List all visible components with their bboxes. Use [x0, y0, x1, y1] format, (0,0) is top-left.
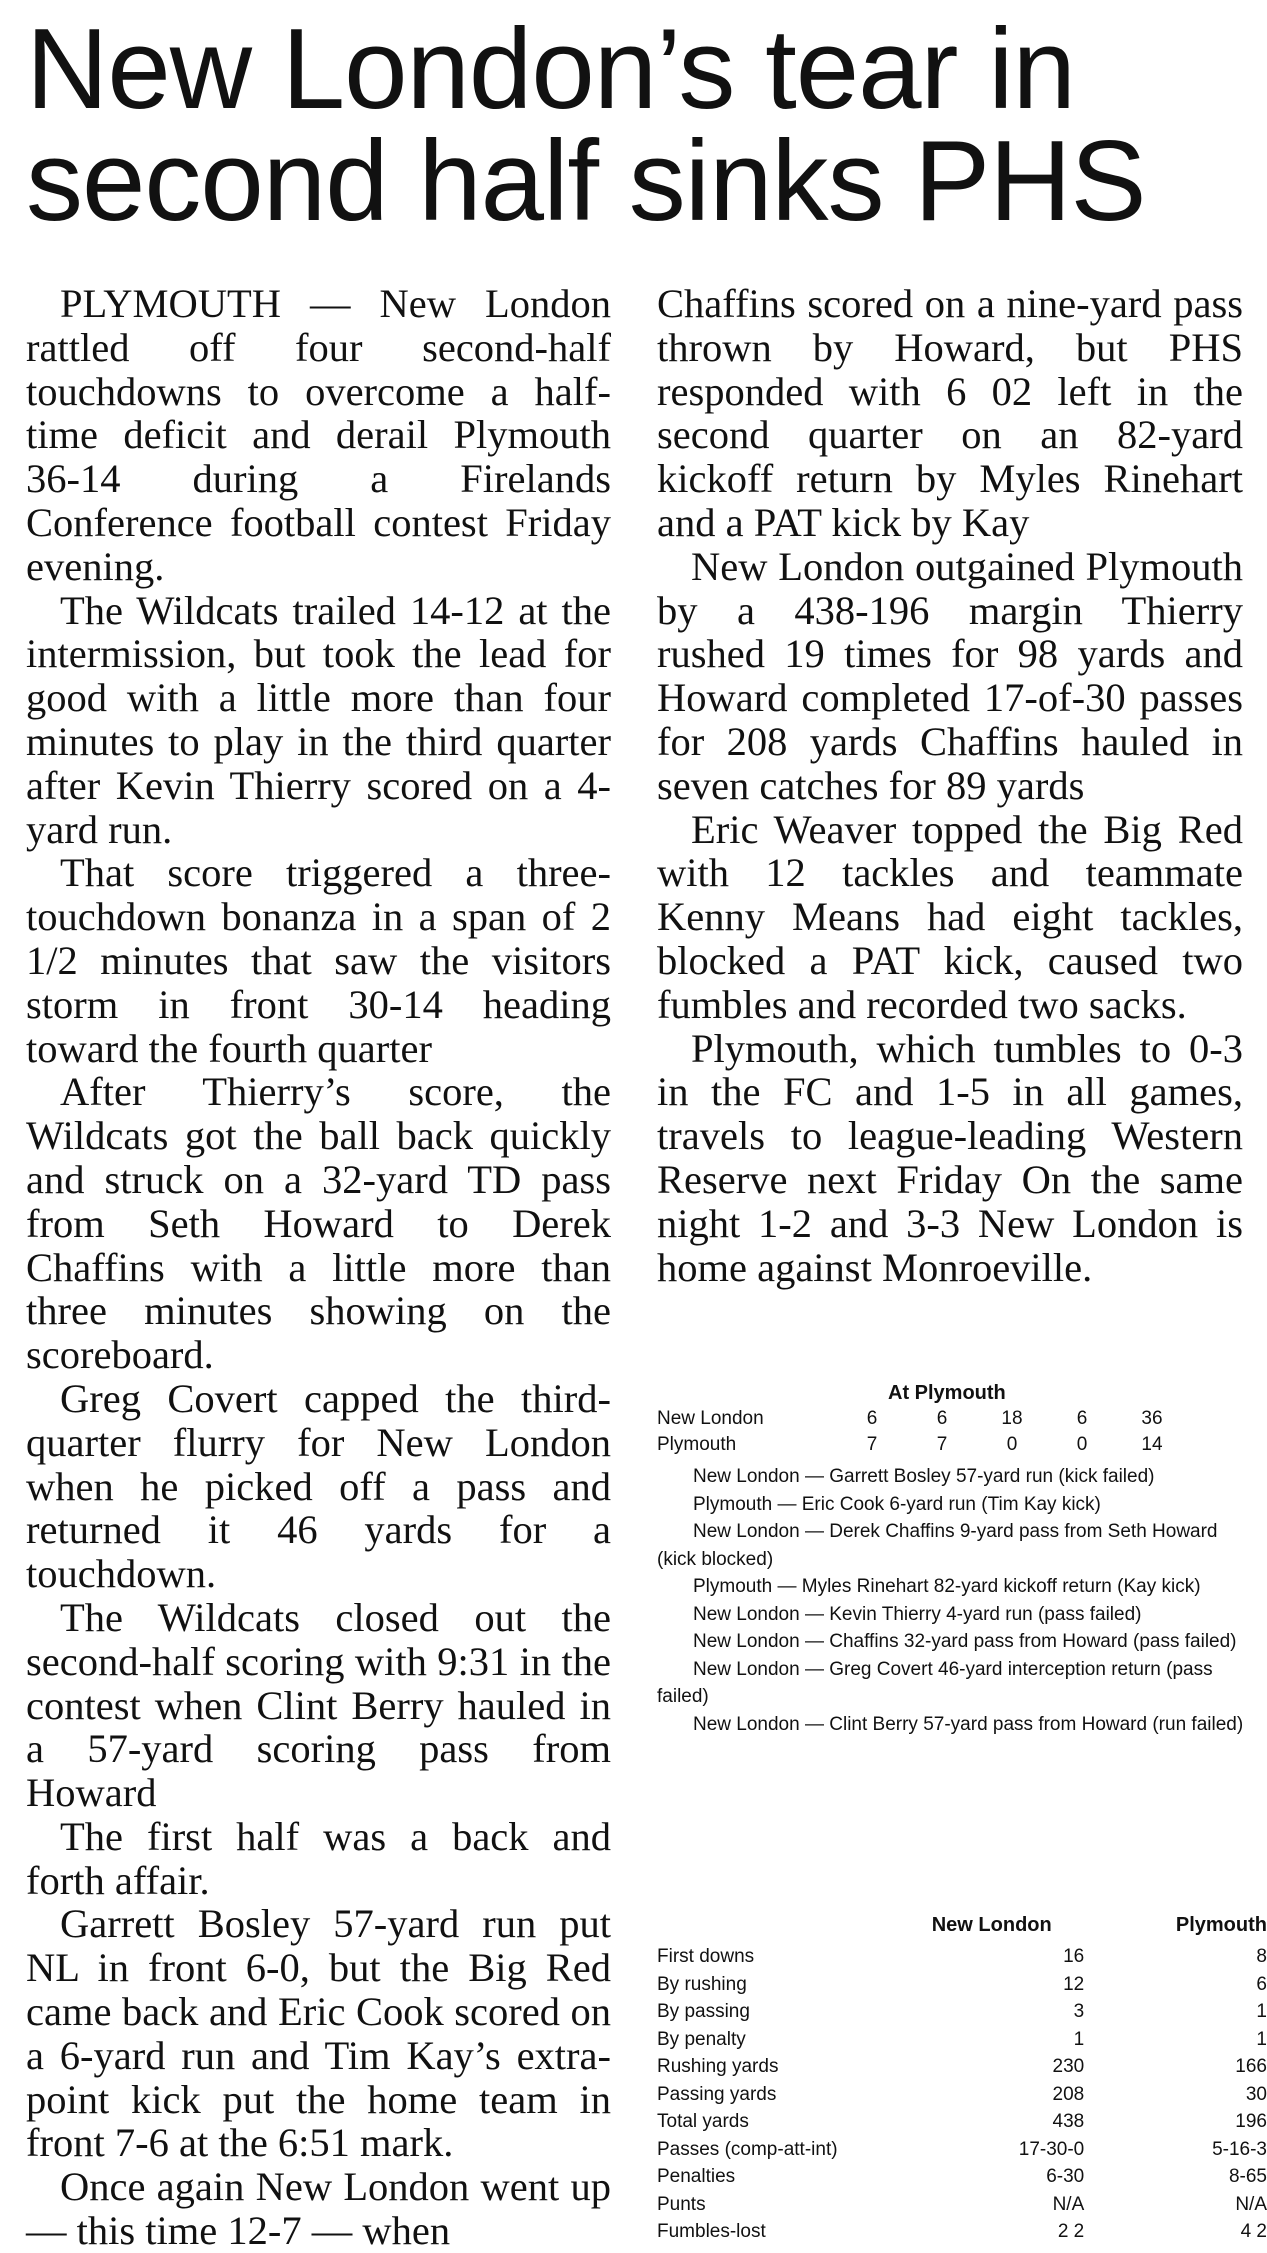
stat-row: [657, 2056, 1267, 2084]
stat-row: [657, 1974, 1267, 2002]
headline: [26, 6, 1256, 245]
score-cell: 7: [866, 1434, 878, 1455]
stat-plymouth: 1: [1256, 2001, 1267, 2022]
stat-plymouth: 6: [1256, 1973, 1267, 1995]
paragraph: Garrett Bosley 57-yard run put NL in front 6-0, but the Big Red came back and Eric Cook scored on a 6-yard run and Tim Kay’s extra-point kick put the home team in front 7-6 at the 6:51 mark.: [26, 1901, 611, 2166]
stat-label: By passing: [657, 2001, 750, 2022]
scoring-play: New London — Garrett Bosley 57-yard run (kick failed): [693, 1466, 1155, 1487]
stat-plymouth: 8: [1256, 1946, 1267, 1967]
paragraph: Chaffins scored on a nine-yard pass thrown by Howard, but PHS responded with 6 02 left in the second quarter on an 82-yard kickoff return by Myles Rinehart and a PAT kick by Kay: [657, 281, 1243, 545]
headline-line-1: New London’s tear in: [26, 6, 1075, 133]
article-column-left: [26, 282, 611, 2253]
stat-label: First downs: [657, 1946, 755, 1967]
stat-row: [657, 2166, 1267, 2194]
score-cell: 18: [1001, 1408, 1023, 1429]
stat-row: [657, 2139, 1267, 2167]
team-stats-table: [657, 1914, 1267, 2249]
stat-new-london: 438: [1052, 2111, 1085, 2132]
paragraph: New London outgained Plymouth by a 438-196 margin Thierry rushed 19 times for 98 yards and Howard completed 17-of-30 passes for 208 yards Chaffins hauled in seven catches for 89 yards: [657, 543, 1243, 808]
stat-label: Fumbles-lost: [657, 2221, 766, 2242]
linescore-table: [657, 1408, 1187, 1460]
stat-row: [657, 2221, 1267, 2249]
scoring-play: Plymouth — Myles Rinehart 82-yard kickoff return (Kay kick): [693, 1576, 1201, 1597]
score-cell: 7: [936, 1434, 948, 1455]
stat-new-london: 230: [1052, 2056, 1085, 2077]
stat-plymouth: 5-16-3: [1212, 2138, 1267, 2160]
score-cell: 36: [1141, 1408, 1163, 1429]
paragraph: Eric Weaver topped the Big Red with 12 tackles and teammate Kenny Means had eight tackles, blocked a PAT kick, caused two fumbles and recorded two sacks.: [657, 806, 1243, 1027]
team-name: Plymouth: [657, 1434, 737, 1455]
stat-plymouth: 166: [1235, 2056, 1267, 2077]
box-score-caption: At Plymouth: [888, 1382, 1006, 1404]
stat-row: [657, 2111, 1267, 2139]
stat-plymouth: N/A: [1235, 2193, 1267, 2215]
stat-row: [657, 2194, 1267, 2222]
paragraph: PLYMOUTH — New London rattled off four second-half touchdowns to overcome a half-time deficit and derail Plymouth 36-14 during a Firelands Conference football contest Friday evening.: [26, 281, 611, 589]
stat-new-london: 17-30-0: [1018, 2138, 1085, 2160]
linescore-row: [657, 1434, 1187, 1460]
paragraph: The Wildcats closed out the second-half scoring with 9:31 in the contest when Clint Berry hauled in a 57-yard scoring pass from Howard: [26, 1594, 611, 1816]
stat-new-london: 6-30: [1046, 2166, 1085, 2187]
scoring-play: New London — Greg Covert 46-yard interception return (pass failed): [657, 1658, 1213, 1707]
scoring-play: New London — Clint Berry 57-yard pass from Howard (run failed): [693, 1713, 1244, 1735]
stat-plymouth: 30: [1245, 2083, 1267, 2105]
stat-plymouth: 1: [1256, 2028, 1267, 2050]
scoring-play: New London — Chaffins 32-yard pass from Howard (pass failed): [693, 1631, 1237, 1652]
stat-label: Passes (comp-att-int): [657, 2138, 838, 2160]
scoring-play: New London — Kevin Thierry 4-yard run (pass failed): [693, 1603, 1142, 1625]
stat-row: [657, 2001, 1267, 2029]
stat-new-london: 16: [1063, 1946, 1085, 1967]
stat-new-london: 1: [1073, 2028, 1085, 2050]
stat-row: [657, 2029, 1267, 2057]
score-cell: 0: [1006, 1434, 1018, 1455]
stat-row: [657, 2084, 1267, 2112]
stat-label: Rushing yards: [657, 2056, 779, 2077]
paragraph: The Wildcats trailed 14-12 at the intermission, but took the lead for good with a little more than four minutes to play in the third quarter after Kevin Thierry scored on a 4-yard run.: [26, 587, 611, 852]
score-cell: 6: [936, 1408, 948, 1429]
stat-label: Penalties: [657, 2166, 736, 2187]
stat-new-london: 208: [1052, 2083, 1085, 2105]
scoring-summary: [657, 1463, 1247, 1738]
scoring-play: Plymouth — Eric Cook 6-yard run (Tim Kay kick): [693, 1493, 1101, 1515]
stat-label: By rushing: [657, 1973, 747, 1995]
stat-new-london: 2 2: [1057, 2221, 1085, 2242]
new-london-header: New London: [931, 1914, 1052, 1936]
paragraph: The first half was a back and forth affair.: [26, 1813, 611, 1903]
stat-plymouth: 196: [1235, 2111, 1267, 2132]
stat-row: [657, 1946, 1267, 1974]
stat-new-london: 12: [1063, 1973, 1085, 1995]
article-column-right: [657, 282, 1243, 1289]
stat-label: Passing yards: [657, 2083, 777, 2105]
scoring-play: New London — Derek Chaffins 9-yard pass from Seth Howard (kick blocked): [657, 1521, 1218, 1570]
stat-plymouth: 4 2: [1240, 2221, 1267, 2242]
stat-label: Punts: [657, 2193, 706, 2215]
score-cell: 6: [1076, 1408, 1088, 1429]
team-name: New London: [657, 1408, 764, 1429]
score-cell: 0: [1076, 1434, 1088, 1455]
score-cell: 6: [866, 1408, 878, 1429]
headline-line-2: second half sinks PHS: [26, 118, 1146, 245]
paragraph: That score triggered a three-touchdown bonanza in a span of 2 1/2 minutes that saw the visitors storm in front 30-14 heading toward the fourth quarter: [26, 850, 611, 1071]
paragraph: Greg Covert capped the third-quarter flurry for New London when he picked off a pass and returned it 46 yards for a touchdown.: [26, 1375, 611, 1597]
stat-label: By penalty: [657, 2028, 746, 2050]
paragraph: Plymouth, which tumbles to 0-3 in the FC and 1-5 in all games, travels to league-leading Western Reserve next Friday On the same night 1-2 and 3-3 New London is home against Monroeville.: [657, 1025, 1243, 1290]
stat-label: Total yards: [657, 2111, 749, 2132]
stat-new-london: N/A: [1052, 2193, 1085, 2215]
team-stats-header: [657, 1914, 1267, 1946]
stat-label-header: [657, 1914, 869, 1946]
plymouth-header: Plymouth: [1175, 1914, 1267, 1936]
linescore-row: [657, 1408, 1187, 1434]
paragraph: After Thierry’s score, the Wildcats got the ball back quickly and struck on a 32-yard TD pass from Seth Howard to Derek Chaffins with a little more than three minutes showing on the scoreboard.: [26, 1069, 611, 1378]
stat-plymouth: 8-65: [1228, 2166, 1267, 2187]
stat-new-london: 3: [1073, 2001, 1085, 2022]
score-cell: 14: [1141, 1434, 1163, 1455]
paragraph: Once again New London went up — this time 12-7 — when: [26, 2164, 611, 2253]
